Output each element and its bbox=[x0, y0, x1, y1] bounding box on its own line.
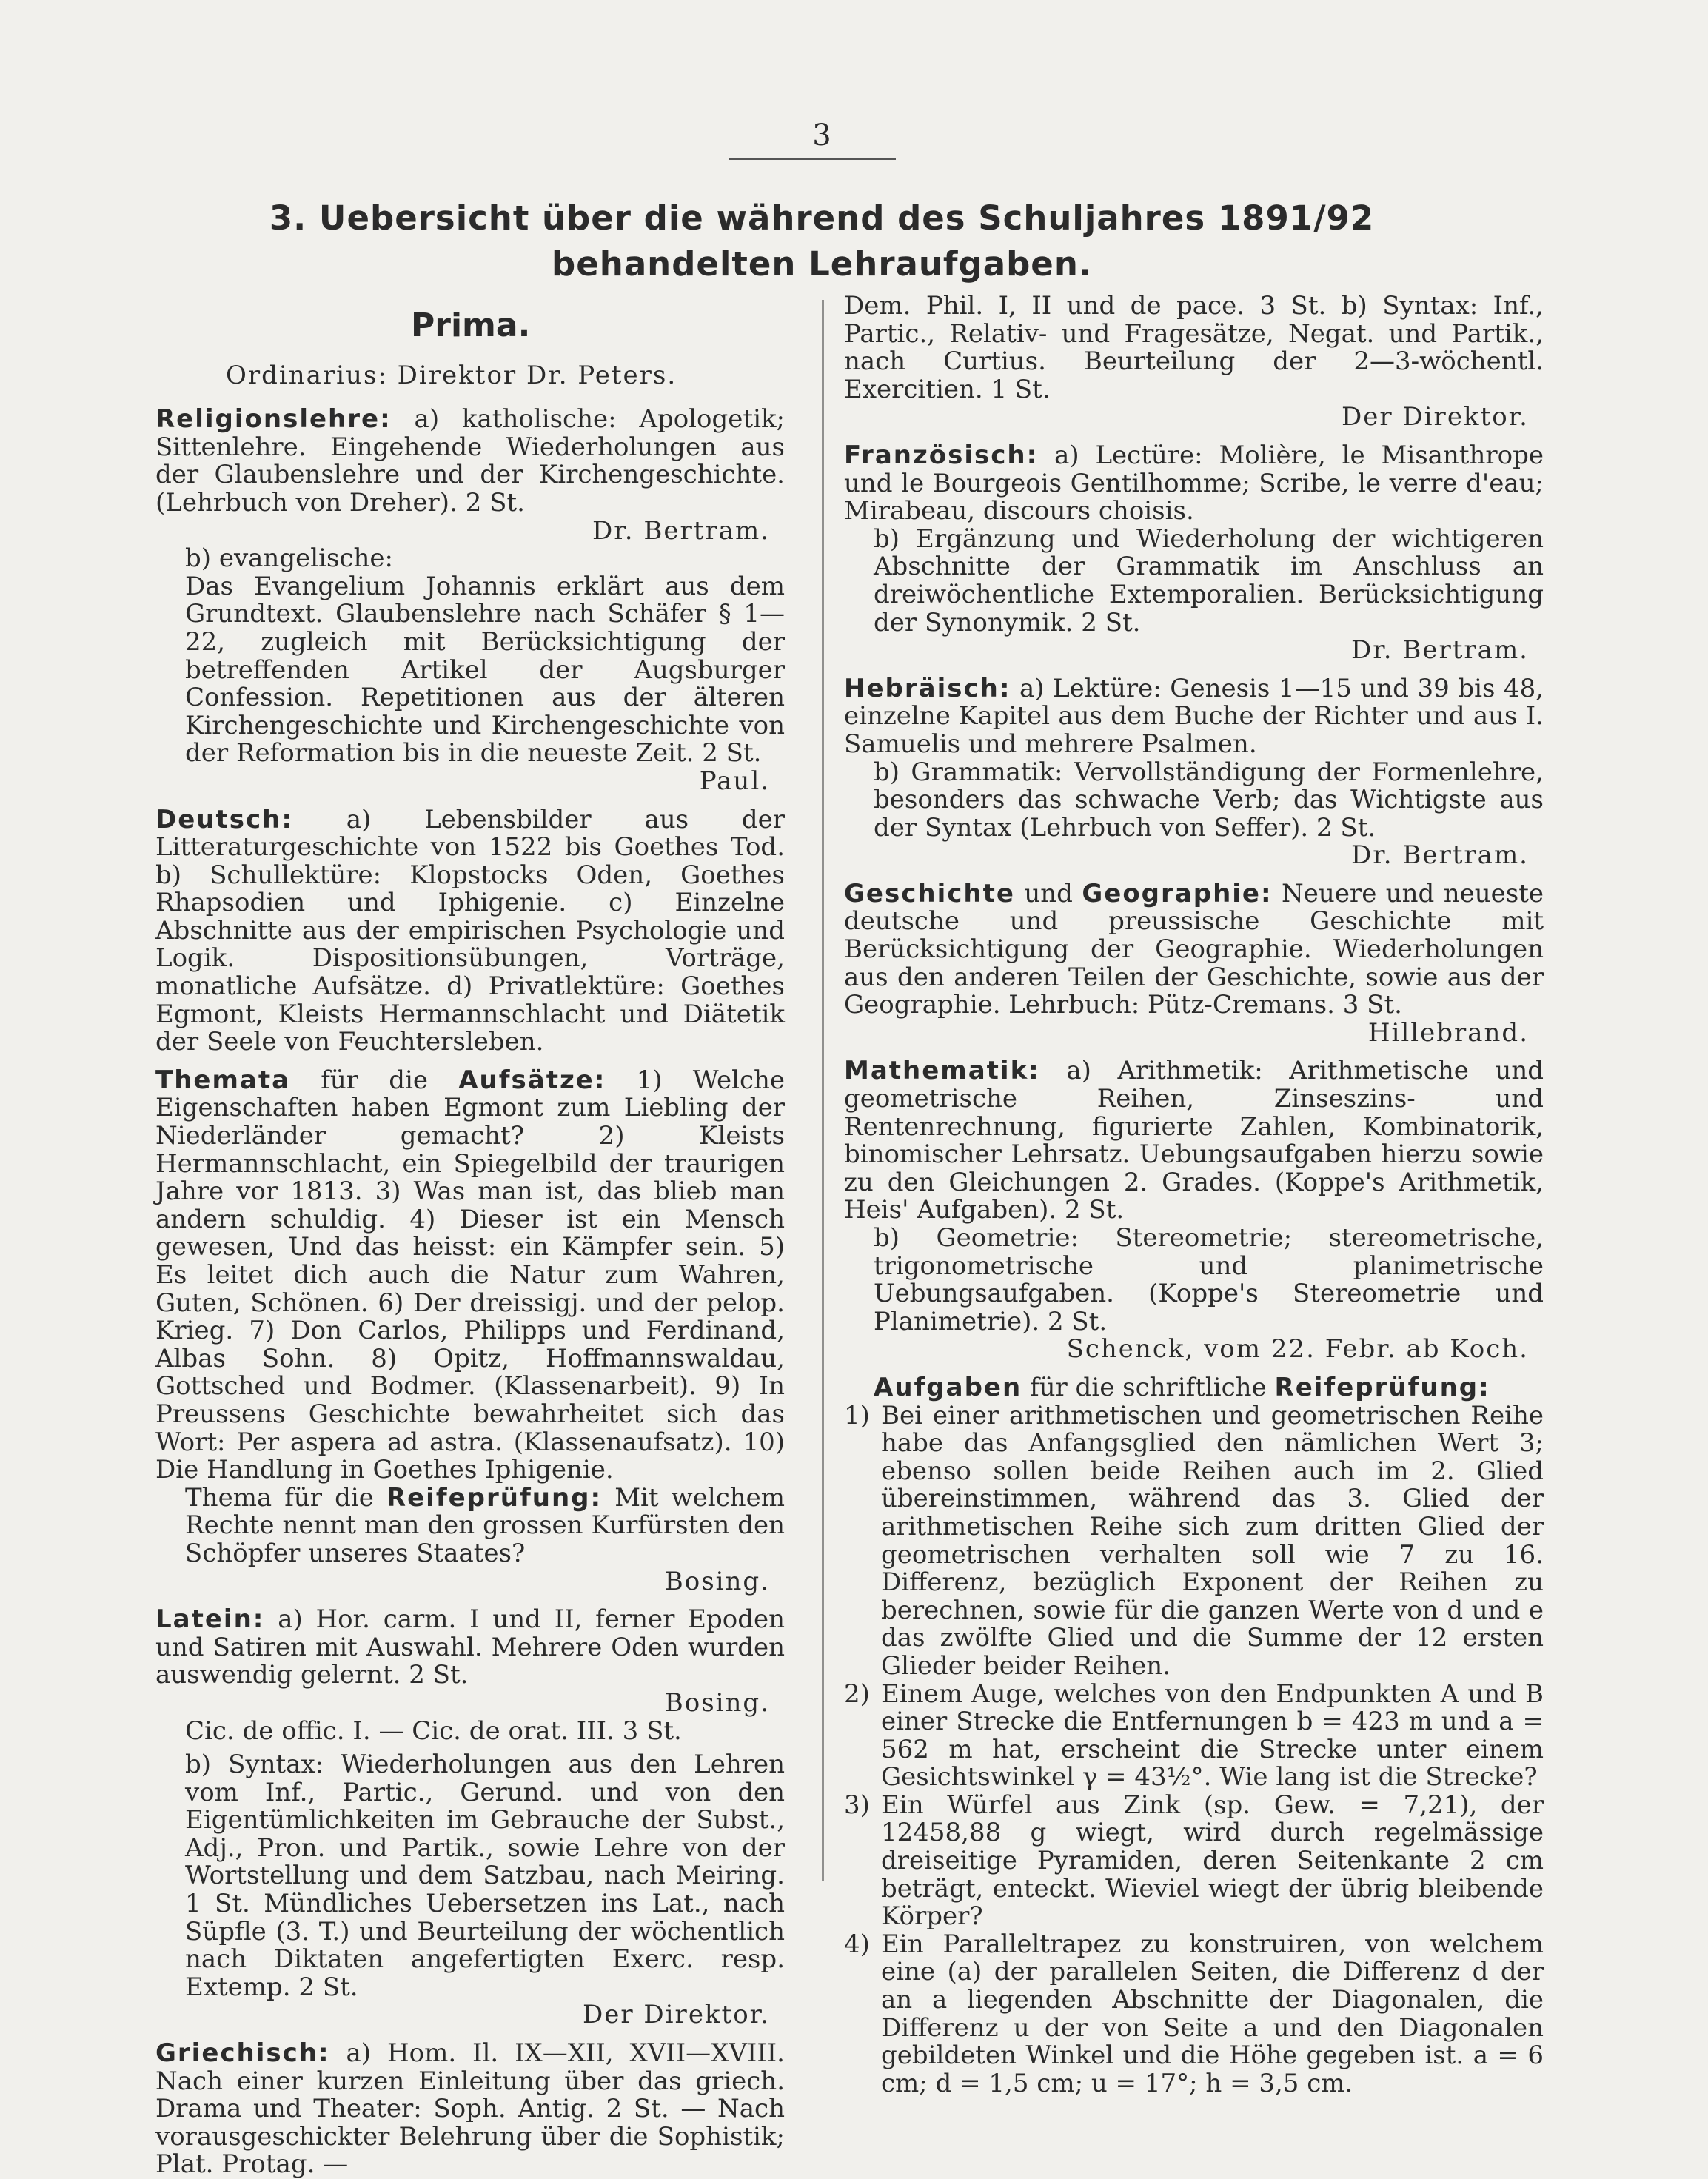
aufgabe-number: 1) bbox=[844, 1400, 870, 1430]
reife-thema-heading: Reifeprüfung: bbox=[386, 1482, 603, 1513]
deutsch-text: a) Lebensbilder aus der Litteraturgeschichte von 1522 bis Goethes Tod. b) Schullektüre: Klopstocks Oden, Goethes Rhapsodien und Iphigenie. c) Einzelne Abschnitte aus der empirischen Psychologie und Logik. Dispositionsübungen, Vorträge, monatliche Aufsätze. d) Privatlektüre: Goethes Egmont, Kleists Hermannschlacht und Diätetik der Seele von Feuchtersleben. bbox=[155, 804, 785, 1057]
page-number-rule bbox=[729, 158, 896, 160]
griechisch-continued: Dem. Phil. I, II und de pace. 3 St. b) Syntax: Inf., Partic., Relativ- und Fragesätze, Negat. und Partik., nach Curtius. Beurteilung der 2—3-wöchentl. Exercitien. 1 St. bbox=[844, 291, 1544, 404]
aufgaben-heading: Aufgaben bbox=[874, 1372, 1022, 1402]
aufgabe-item bbox=[844, 1678, 1544, 1793]
griechisch-signature: Der Direktor. bbox=[1341, 402, 1529, 432]
aufgabe-number: 2) bbox=[844, 1678, 870, 1709]
deutsch-heading: Deutsch: bbox=[155, 804, 293, 834]
themata-heading: Themata bbox=[155, 1065, 291, 1095]
religion-ev-label: b) evangelische: bbox=[185, 543, 393, 574]
latein-a bbox=[155, 1606, 785, 1690]
section-title: 3. Uebersicht über die während des Schuljahres 1891/92 bbox=[269, 198, 1375, 238]
reife-thema-signature: Bosing. bbox=[664, 1566, 770, 1596]
latein-heading: Latein: bbox=[155, 1604, 265, 1635]
latein-cic: Cic. de offic. I. — Cic. de orat. III. 3 St. bbox=[185, 1716, 682, 1746]
left-column bbox=[155, 292, 785, 2179]
mathe-signature: Schenck, vom 22. Febr. ab Koch. bbox=[1066, 1334, 1529, 1365]
reife-thema-pre: Thema für die bbox=[185, 1482, 374, 1513]
aufgabe-item bbox=[844, 1792, 1544, 1931]
religion-kath bbox=[155, 406, 785, 517]
griechisch bbox=[155, 2040, 785, 2179]
franz-signature: Dr. Bertram. bbox=[1351, 635, 1529, 666]
griechisch-heading: Griechisch: bbox=[155, 2038, 330, 2069]
hebr-signature: Dr. Bertram. bbox=[1351, 840, 1529, 871]
deutsch bbox=[155, 806, 785, 1057]
latein-b-signature: Der Direktor. bbox=[582, 2000, 770, 2030]
franz-heading: Französisch: bbox=[844, 440, 1039, 470]
aufgabe-text: Ein Würfel aus Zink (sp. Gew. = 7,21), der 12458,88 g wiegt, wird durch regelmässige dreiseitige Pyramiden, deren Seitenkante 2 cm beträgt, enteckt. Wieviel wiegt der übrig bleibende Körper? bbox=[881, 1790, 1544, 1932]
aufgabe-number: 4) bbox=[844, 1929, 870, 1959]
aufsaetze-heading: Aufsätze: bbox=[458, 1065, 606, 1095]
mathe-b: b) Geometrie: Stereometrie; stereometrische, trigonometrische und planimetrische Uebungsaufgaben. (Koppe's Stereometrie und Planimetrie). 2 St. bbox=[874, 1223, 1544, 1336]
latein-a-signature: Bosing. bbox=[664, 1687, 770, 1718]
themata-mid: für die bbox=[321, 1065, 428, 1095]
column-divider bbox=[822, 300, 824, 1881]
latein-b: b) Syntax: Wiederholungen aus den Lehren vom Inf., Partic., Gerund. und von den Eigentümlichkeiten im Gebrauche der Subst., Adj., Pron. und Partik., sowie Lehre von der Wortstellung und dem Satzbau, nach Meiring. 1 St. Mündliches Uebersetzen ins Lat., nach Süpfle (3. T.) und Beurteilung der wöchentlich nach Diktaten angefertigten Exerc. resp. Extemp. 2 St. bbox=[185, 1750, 785, 2002]
right-column bbox=[844, 292, 1544, 2098]
reife-thema-text: Mit welchem Rechte nennt man den grossen Kurfürsten den Schöpfer unseres Staates? bbox=[185, 1482, 786, 1568]
religion-kath-text: a) katholische: Apologetik; Sittenlehre. Eingehende Wiederholungen aus der Glaubenslehre und der Kirchengeschichte. (Lehrbuch von Dreher). 2 St. bbox=[155, 404, 785, 518]
hebr-a-text: a) Lektüre: Genesis 1—15 und 39 bis 48, einzelne Kapitel aus dem Buche der Richter und aus I. Samuelis und mehrere Psalmen. bbox=[844, 673, 1544, 759]
franz-a-text: a) Lectüre: Molière, le Misanthrope und le Bourgeois Gentilhomme; Scribe, le verre d'eau; Mirabeau, discours choisis. bbox=[844, 440, 1544, 526]
geschichte bbox=[844, 880, 1544, 1020]
aufgaben-mid: für die schriftliche bbox=[1030, 1372, 1267, 1402]
mathe-heading: Mathematik: bbox=[844, 1056, 1040, 1086]
class-heading: Prima. bbox=[411, 307, 531, 344]
geschichte-signature: Hillebrand. bbox=[1367, 1017, 1529, 1048]
reife-thema bbox=[155, 1482, 786, 1568]
section-subtitle: behandelten Lehraufgaben. bbox=[552, 244, 1092, 284]
religion-ev-text: Das Evangelium Johannis erklärt aus dem Grundtext. Glaubenslehre nach Schäfer § 1—22, zugleich mit Berücksichtigung der betreffenden Artikel der Augsburger Confession. Repetitionen aus der älteren Kirchengeschichte und Kirchengeschichte von der Reformation bis in die neueste Zeit. 2 St. bbox=[185, 571, 785, 769]
geschichte-text: Neuere und neueste deutsche und preussische Geschichte mit Berücksichtigung der Geographie. Wiederholungen aus den anderen Teilen der Geschichte, sowie aus der Geographie. Lehrbuch: Pütz-Cremans. 3 St. bbox=[844, 878, 1544, 1020]
ordinarius: Ordinarius: Direktor Dr. Peters. bbox=[226, 360, 677, 390]
religion-ev-signature: Paul. bbox=[699, 766, 770, 796]
aufgaben-reife-heading: Reifeprüfung: bbox=[1274, 1372, 1490, 1402]
aufgaben-heading-line bbox=[844, 1374, 1544, 1402]
hebr-a bbox=[844, 675, 1544, 759]
aufgabe-text: Bei einer arithmetischen und geometrischen Reihe habe das Anfangsglied den nämlichen Wert 3; ebenso sollen beide Reihen auch im 2. Glied übereinstimmen, während das 3. Glied der arithmetischen Reihe sich zum dritten Glied der geometrischen verhalten soll wie 7 zu 16. Differenz, bezüglich Exponent der Reihen zu berechnen, sowie für die ganzen Werte von d und e das zwölfte Glied und die Summe der 12 ersten Glieder beider Reihen. bbox=[881, 1400, 1544, 1681]
aufgabe-text: Einem Auge, welches von den Endpunkten A und B einer Strecke die Entfernungen b = 423 m und a = 562 m hat, erscheint die Strecke unter einem Gesichtswinkel γ = 43½°. Wie lang ist die Strecke? bbox=[881, 1678, 1544, 1793]
geschichte-und: und bbox=[1024, 878, 1073, 908]
latein-a-text: a) Hor. carm. I und II, ferner Epoden und Satiren mit Auswahl. Mehrere Oden wurden auswendig gelernt. 2 St. bbox=[155, 1604, 785, 1690]
franz-b: b) Ergänzung und Wiederholung der wichtigeren Abschnitte der Grammatik im Anschluss an dreiwöchentliche Extemporalien. Berücksichtigung der Synonymik. 2 St. bbox=[874, 523, 1544, 637]
page-number: 3 bbox=[812, 118, 831, 153]
aufgabe-text: Ein Paralleltrapez zu konstruiren, von welchem eine (a) der parallelen Seiten, die Differenz d der an a liegenden Abschnitte der Diagonalen, die Differenz u der von Seite a und den Diagonalen gebildeten Winkel und die Höhe gegeben ist. a = 6 cm; d = 1,5 cm; u = 17°; h = 3,5 cm. bbox=[881, 1929, 1544, 2098]
griechisch-text: a) Hom. Il. IX—XII, XVII—XVIII. Nach einer kurzen Einleitung über das griech. Drama und Theater: Soph. Antig. 2 St. — Nach vorausgeschickter Belehrung über die Sophistik; Plat. Protag. — bbox=[155, 2038, 785, 2179]
geschichte-heading: Geschichte bbox=[844, 878, 1015, 908]
religion-heading: Religionslehre: bbox=[155, 404, 392, 435]
hebr-heading: Hebräisch: bbox=[844, 673, 1011, 703]
themata-text: 1) Welche Eigenschaften haben Egmont zum Liebling der Niederländer gemacht? 2) Kleists Hermannschlacht, ein Spiegelbild der traurigen Jahre vor 1813. 3) Was man ist, das blieb man andern schuldig. 4) Dieser ist ein Mensch gewesen, Und das heisst: ein Kämpfer sein. 5) Es leitet dich auch die Natur zum Wahren, Guten, Schönen. 6) Der dreissigj. und der pelop. Krieg. 7) Don Carlos, Philipps und Ferdinand, Albas Sohn. 8) Opitz, Hoffmannswaldau, Gottsched und Bodmer. (Klassenarbeit). 9) In Preussens Geschichte bewahrheitet sich das Wort: Per aspera ad astra. (Klassenaufsatz). 10) Die Handlung in Goethes Iphigenie. bbox=[155, 1065, 786, 1485]
religion-kath-signature: Dr. Bertram. bbox=[592, 515, 770, 546]
franz-a bbox=[844, 442, 1544, 526]
hebr-b: b) Grammatik: Vervollständigung der Formenlehre, besonders das schwache Verb; das Wichtigste aus der Syntax (Lehrbuch von Seffer). 2 St. bbox=[874, 757, 1544, 843]
aufgabe-number: 3) bbox=[844, 1790, 870, 1820]
mathe-a-text: a) Arithmetik: Arithmetische und geometrische Reihen, Zinseszins- und Rentenrechnung, figurierte Zahlen, Kombinatorik, binomischer Lehrsatz. Uebungsaufgaben hierzu sowie zu den Gleichungen 2. Grades. (Koppe's Arithmetik, Heis' Aufgaben). 2 St. bbox=[844, 1056, 1544, 1225]
aufgabe-item bbox=[844, 1402, 1544, 1681]
mathe-a bbox=[844, 1057, 1544, 1225]
geographie-heading: Geographie: bbox=[1082, 878, 1273, 908]
themata bbox=[155, 1067, 785, 1485]
aufgabe-item bbox=[844, 1931, 1544, 2098]
